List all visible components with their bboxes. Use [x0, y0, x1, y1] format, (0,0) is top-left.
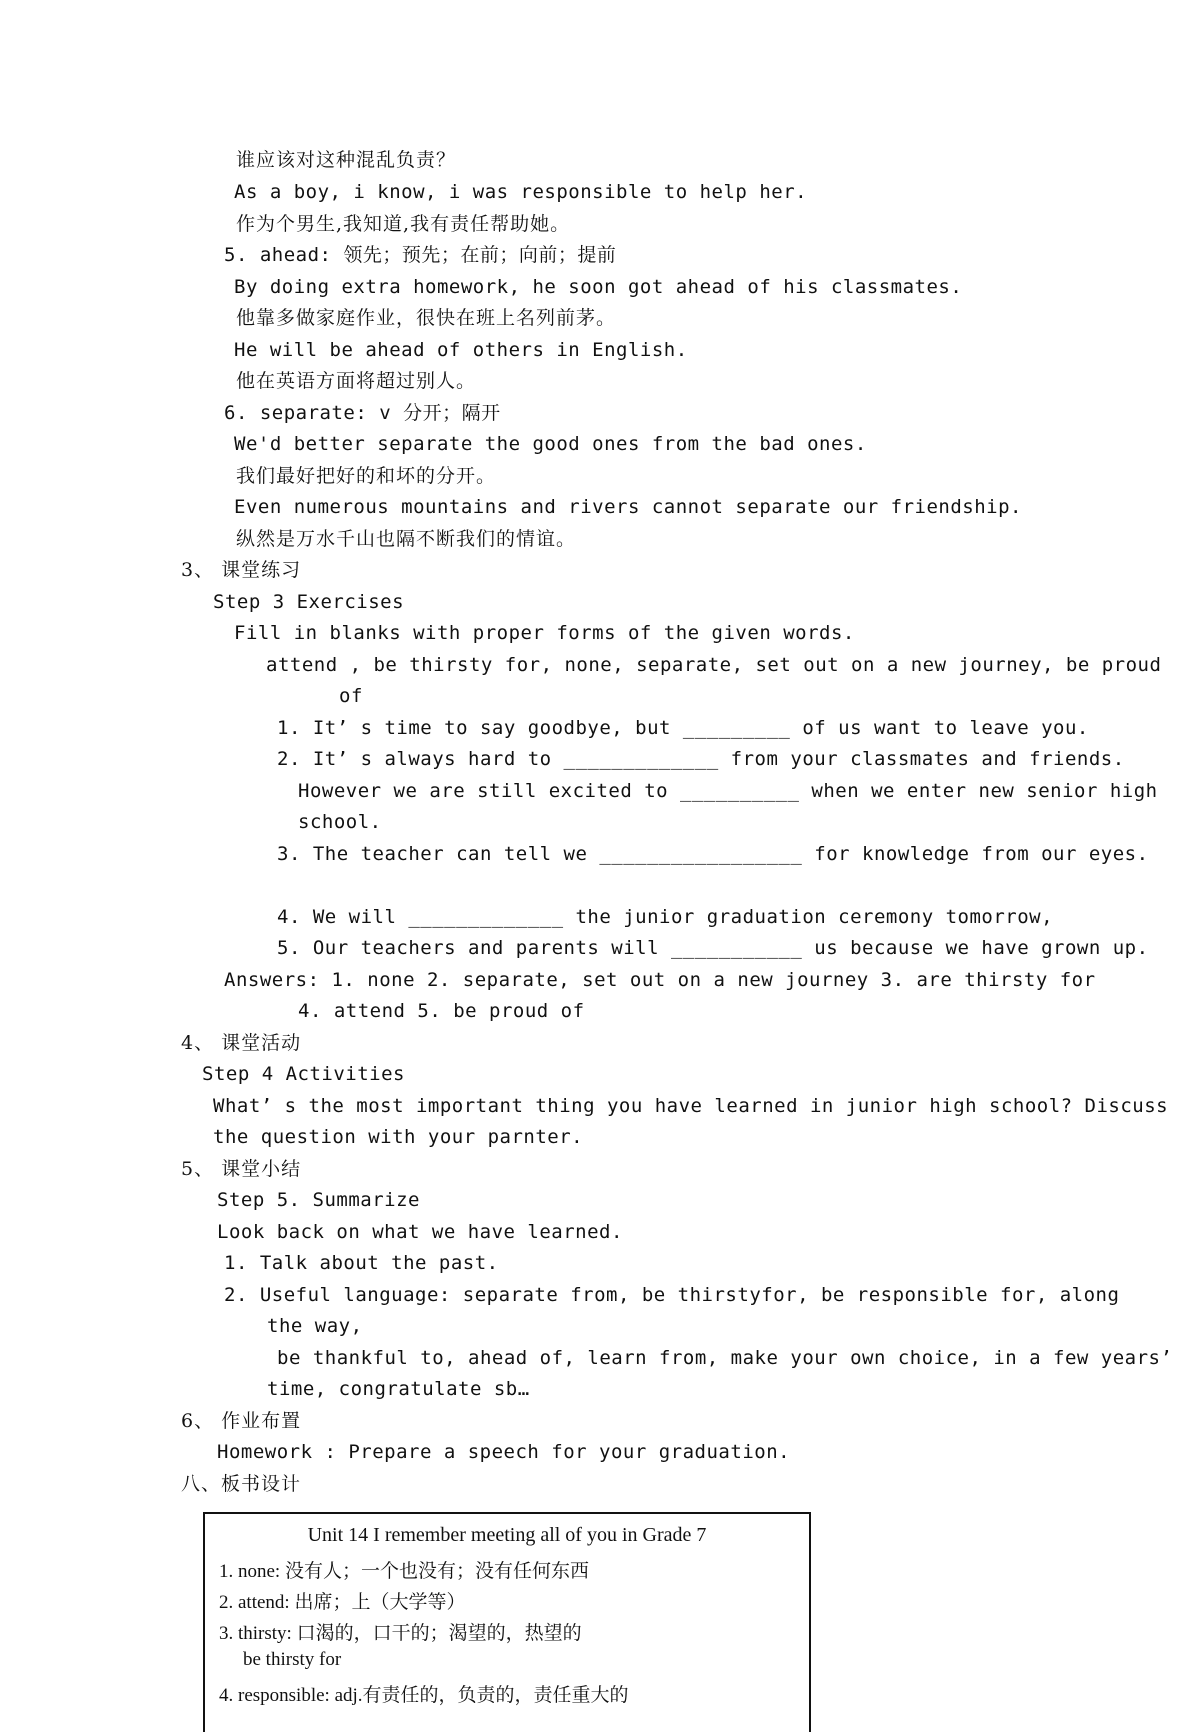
board-row: 4. responsible: adj.有责任的，负责的，责任重大的	[219, 1685, 629, 1706]
answers: Answers: 1. none 2. separate, set out on a new journey 3. are thirsty for	[224, 969, 1096, 991]
summary-text: Look back on what we have learned.	[217, 1221, 623, 1243]
example-sentence: Even numerous mountains and rivers cannot separate our friendship.	[234, 496, 1022, 518]
exercise-item: 1. It’ s time to say goodbye, but _________ of us want to leave you.	[277, 717, 1089, 739]
board-row: 3. thirsty: 口渴的，口干的；渴望的，热望的	[219, 1623, 582, 1644]
answers: 4. attend 5. be proud of	[298, 1000, 585, 1022]
board-row: be thirsty for	[243, 1649, 342, 1670]
exercise-item: However we are still excited to __________ when we enter new senior high	[298, 780, 1158, 802]
chinese-line: 作为个男生,我知道,我有责任帮助她。	[236, 213, 571, 235]
exercise-item: 2. It’ s always hard to _____________ from your classmates and friends.	[277, 748, 1125, 770]
exercise-item: 5. Our teachers and parents will ___________ us because we have grown up.	[277, 937, 1149, 959]
activity-text: What’ s the most important thing you have learned in junior high school? Discuss	[213, 1095, 1169, 1117]
section-heading: 5、 课堂小结	[181, 1158, 302, 1180]
example-sentence: He will be ahead of others in English.	[234, 339, 688, 361]
example-sentence: We'd better separate the good ones from the bad ones.	[234, 433, 867, 455]
step-heading: Step 5. Summarize	[217, 1189, 420, 1211]
word-bank: attend , be thirsty for, none, separate, set out on a new journey, be proud	[266, 654, 1162, 676]
vocab-heading: 6. separate: v 分开；隔开	[224, 402, 501, 424]
board-row: 1. none: 没有人；一个也没有；没有任何东西	[219, 1561, 589, 1582]
example-sentence: As a boy, i know, i was responsible to help her.	[234, 181, 808, 203]
board-title: Unit 14 I remember meeting all of you in Grade 7	[307, 1524, 707, 1546]
step-heading: Step 4 Activities	[202, 1063, 405, 1085]
summary-item: time, congratulate sb…	[267, 1378, 530, 1400]
blackboard-design-box	[203, 1512, 811, 1732]
summary-item: 2. Useful language: separate from, be thirstyfor, be responsible for, along	[224, 1284, 1120, 1306]
word-bank: of	[339, 685, 363, 707]
board-row: 2. attend: 出席；上（大学等）	[219, 1592, 466, 1613]
summary-item: be thankful to, ahead of, learn from, make your own choice, in a few years’	[277, 1347, 1173, 1369]
chinese-line: 他靠多做家庭作业，很快在班上名列前茅。	[236, 307, 617, 329]
summary-item: the way,	[267, 1315, 363, 1337]
example-sentence: By doing extra homework, he soon got ahead of his classmates.	[234, 276, 963, 298]
step-heading: Step 3 Exercises	[213, 591, 405, 613]
chinese-line: 纵然是万水千山也隔不断我们的情谊。	[236, 528, 577, 550]
section-heading: 4、 课堂活动	[181, 1032, 302, 1054]
exercise-item: 4. We will _____________ the junior graduation ceremony tomorrow,	[277, 906, 1054, 928]
summary-item: 1. Talk about the past.	[224, 1252, 499, 1274]
exercise-item: school.	[298, 811, 382, 833]
chinese-line: 谁应该对这种混乱负责？	[236, 149, 457, 171]
vocab-heading: 5. ahead: 领先；预先；在前；向前；提前	[224, 244, 617, 266]
chinese-line: 我们最好把好的和坏的分开。	[236, 465, 497, 487]
section-heading: 6、 作业布置	[181, 1410, 302, 1432]
section-heading: 八、板书设计	[181, 1473, 302, 1495]
exercise-item: 3. The teacher can tell we _________________ for knowledge from our eyes.	[277, 843, 1149, 865]
homework-text: Homework : Prepare a speech for your graduation.	[217, 1441, 791, 1463]
chinese-line: 他在英语方面将超过别人。	[236, 370, 477, 392]
activity-text: the question with your parnter.	[213, 1126, 584, 1148]
section-heading: 3、 课堂练习	[181, 559, 302, 581]
instruction: Fill in blanks with proper forms of the given words.	[234, 622, 855, 644]
